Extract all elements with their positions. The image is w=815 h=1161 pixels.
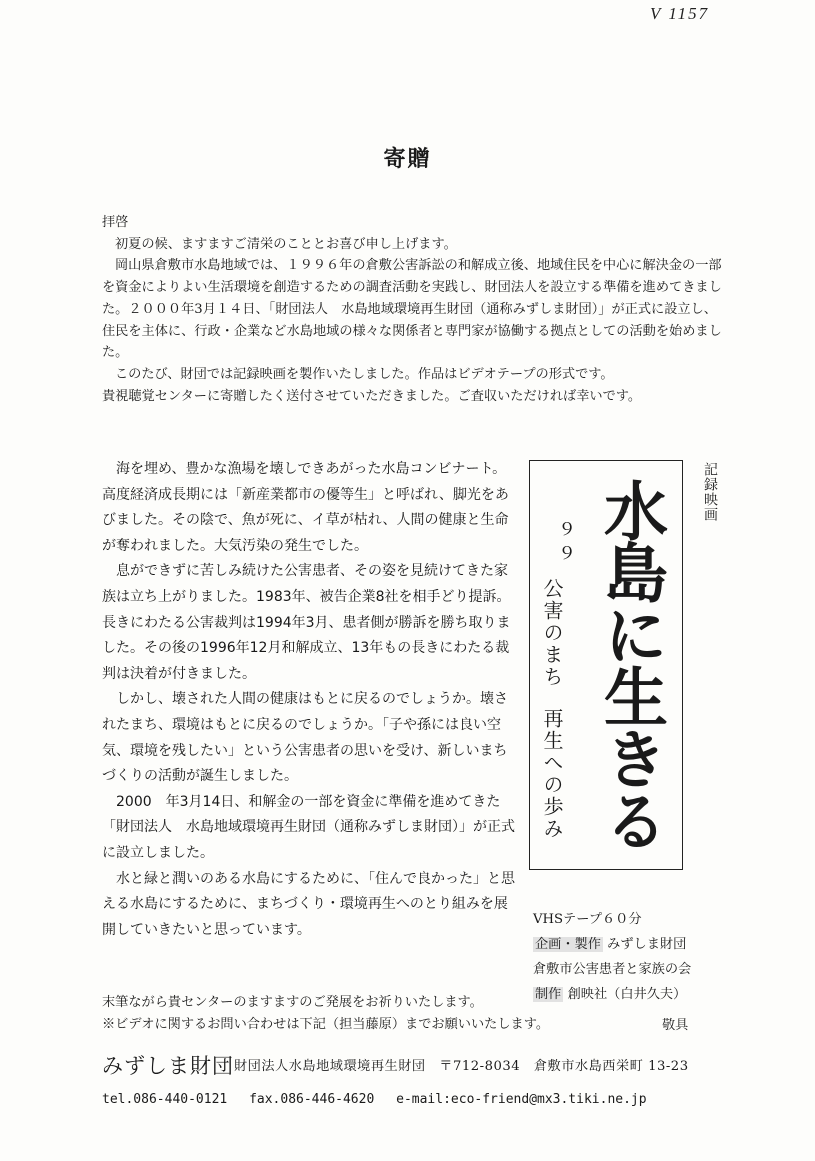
producer-name: みずしま財団 (607, 937, 687, 952)
email-address: e-mail:eco-friend@mx3.tiki.ne.jp (396, 1092, 647, 1107)
film-number: ９９ (555, 520, 576, 568)
closing-line-1: 末筆ながら貴センターのますますのご発展をお祈りいたします。 (102, 995, 483, 1010)
letter-paragraph-3: 貴視聴覚センターに寄贈したく送付させていただきました。ご査収いただければ幸いです。 (102, 388, 642, 404)
organization-logo: みずしま財団 (102, 1054, 234, 1078)
film-format: VHSテープ６０分 (533, 912, 642, 927)
phone-number: tel.086-440-0121 (102, 1092, 228, 1107)
document-title: 寄贈 (383, 146, 432, 172)
film-genre-label: 記録映画 (702, 462, 718, 522)
film-subtitle-1: 公害のまち (540, 578, 564, 688)
producer-label: 企画・製作 (535, 937, 601, 952)
film-credits (533, 907, 691, 1007)
fax-number: fax.086-446-4620 (249, 1092, 375, 1107)
handwritten-catalog-number: V 1157 (650, 4, 710, 23)
salutation: 拝啓 (102, 215, 129, 230)
story-paragraph: 海を埋め、豊かな漁場を壊しできあがった水島コンビナート。高度経済成長期には「新産業都市の優等生」と呼ばれ、脚光をあびました。その陰で、魚が死に、イ草が枯れ、人間の健康と生命が奪われました。大気汚染の発生でした。 (102, 461, 509, 554)
story-paragraph: 2000 年3月14日、和解金の一部を資金に準備を進めてきた「財団法人 水島地域環境再生財団（通称みずしま財団）」が正式に設立しました。 (102, 793, 515, 861)
closing-remarks (102, 992, 549, 1036)
cover-letter (102, 212, 722, 407)
organization-address: 財団法人水島地域環境再生財団 〒712-8034 倉敷市水島西栄町 13-23 (234, 1059, 689, 1074)
film-title: 水島に生きる (593, 478, 668, 850)
footer (102, 1050, 722, 1080)
cooperator-line: 倉敷市公害患者と家族の会 (533, 962, 692, 977)
story-paragraph: 水と緑と潤いのある水島にするために、「住んで良かった」と思える水島にするために、まちづくり・環境再生へのとり組みを展開していきたいと思っています。 (102, 870, 515, 938)
producer-line (533, 932, 691, 957)
closing-line-2: ※ビデオに関するお問い合わせは下記（担当藤原）までお願いいたします。 (102, 1017, 550, 1032)
story-paragraph: 息ができずに苦しみ続けた公害患者、その姿を見続けてきた家族は立ち上がりました。1983年、被告企業8社を相手どり提訴。長きにわたる公害裁判は1994年3月、患者側が勝訴を勝ち取りました。その後の1996年12月和解成立、13年もの長きにわたる裁判は決着が付きました。 (102, 563, 511, 682)
production-label: 制作 (535, 987, 562, 1002)
production-line (533, 982, 691, 1007)
letter-paragraph-2: このたび、財団では記録映画を製作いたしました。作品はビデオテープの形式です。 (115, 366, 614, 382)
film-description (102, 457, 520, 943)
letter-paragraph-1: 岡山県倉敷市水島地域では、１９９６年の倉敷公害訴訟の和解成立後、地域住民を中心に解決金の一部を資金によりよい生活環境を創造するための調査活動を実践し、財団法人を設立する準備を進めてきました。２０００年3月１４日、「財団法人 水島地域環境再生財団（通称みずしま財団）」が正式に設立し、住民を主体に、行政・企業など水島地域の様々な関係者と専門家が協働する拠点としての活動を始めました。 (102, 258, 722, 361)
contact-line (102, 1092, 661, 1107)
greeting: 初夏の候、ますますご清栄のこととお喜び申し上げます。 (115, 236, 457, 252)
closing-salutation: 敬具 (662, 1018, 689, 1033)
film-subtitle-2: 再生への歩み (540, 708, 564, 840)
story-paragraph: しかし、壊された人間の健康はもとに戻るのでしょうか。壊されたまち、環境はもとに戻るのでしょうか。「子や孫には良い空気、環境を残したい」という公害患者の思いを受け、新しいまちづくりの活動が誕生しました。 (102, 691, 508, 785)
production-company: 創映社（白井久夫） (567, 987, 687, 1002)
